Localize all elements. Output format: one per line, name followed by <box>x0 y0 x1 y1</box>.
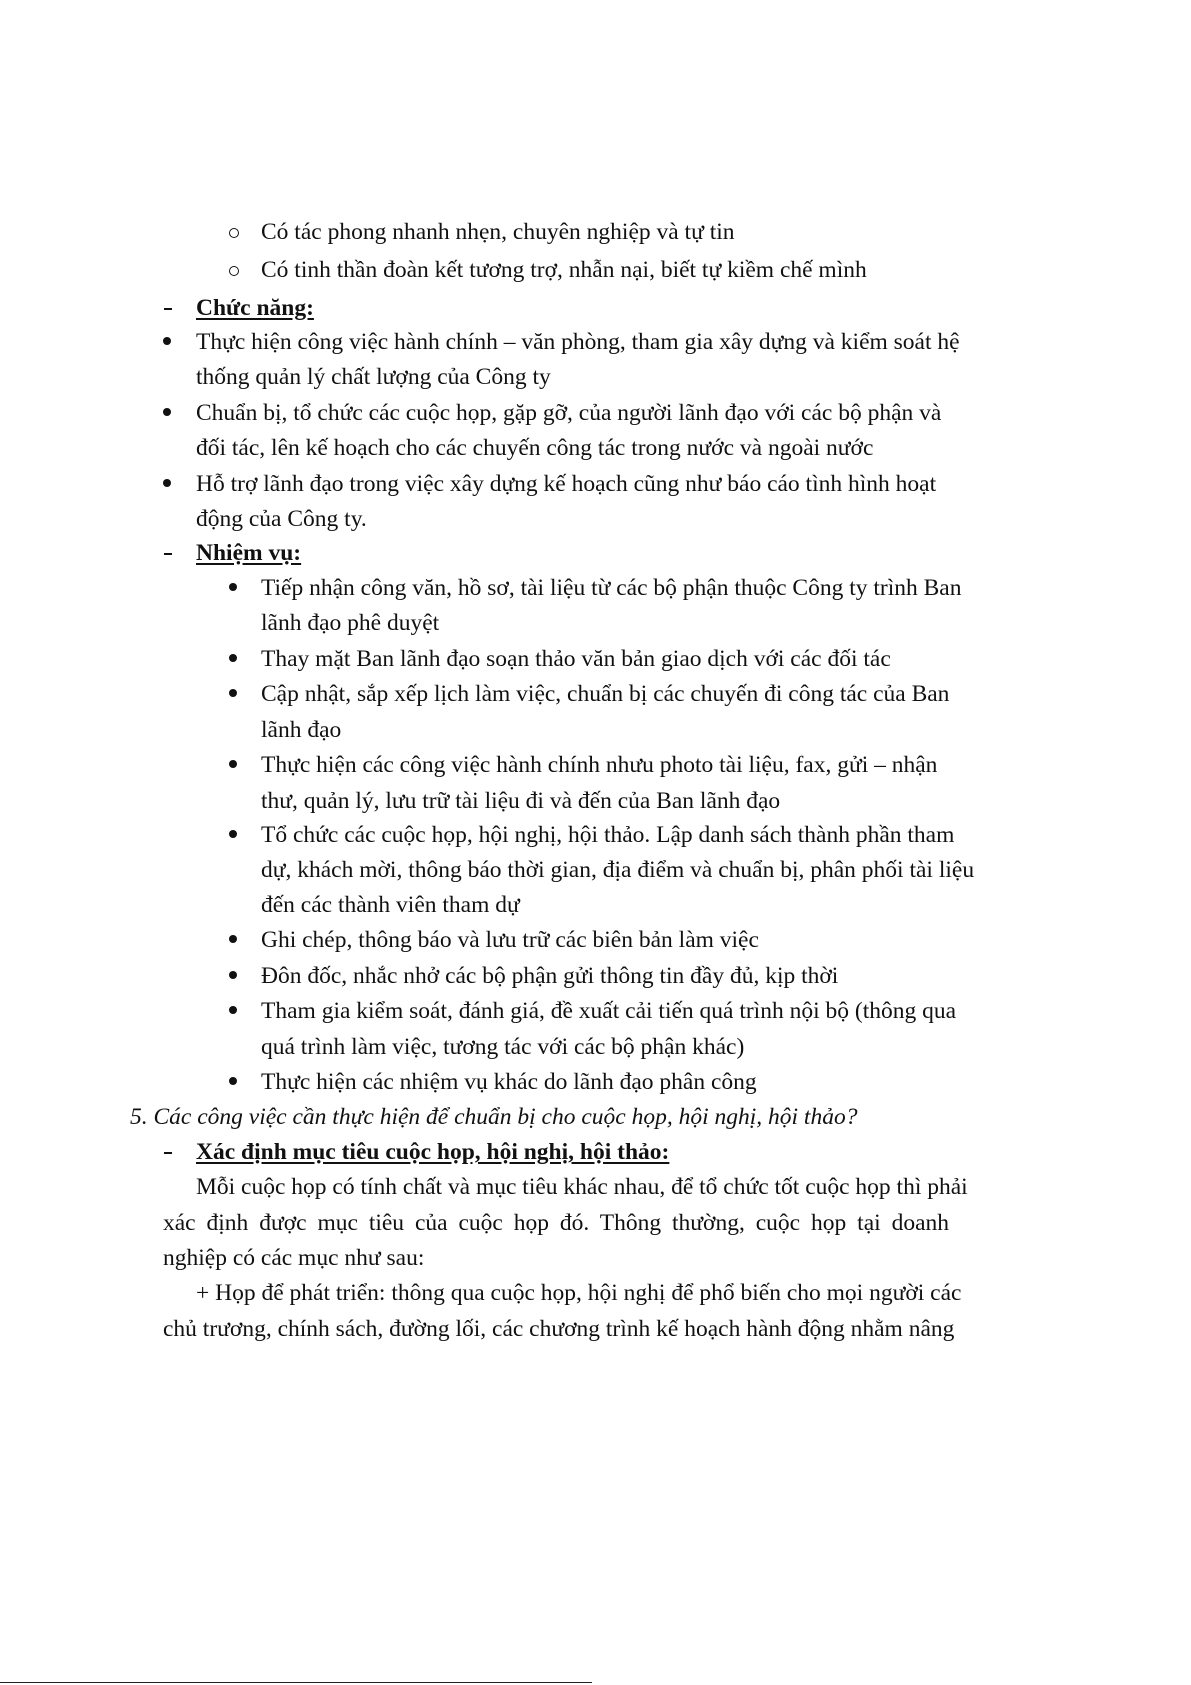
duty-item-line: Thực hiện các nhiệm vụ khác do lãnh đạo phân công <box>261 1069 757 1095</box>
duty-item-line: quá trình làm việc, tương tác với các bộ phận khác) <box>261 1034 745 1060</box>
function-item-line: Chuẩn bị, tổ chức các cuộc họp, gặp gỡ, của người lãnh đạo với các bộ phận và <box>196 400 942 426</box>
paragraph-line: Mỗi cuộc họp có tính chất và mục tiêu khác nhau, để tổ chức tốt cuộc họp thì phải <box>196 1174 968 1200</box>
duty-item-line: đến các thành viên tham dự <box>261 892 520 918</box>
quality-item: Có tác phong nhanh nhẹn, chuyên nghiệp và tự tin <box>261 219 735 245</box>
bullet-icon <box>229 689 237 697</box>
bullet-icon <box>229 583 237 591</box>
duty-item-line: Tham gia kiểm soát, đánh giá, đề xuất cải tiến quá trình nội bộ (thông qua <box>261 998 957 1024</box>
functions-heading: Chức năng: <box>196 295 314 321</box>
paragraph-line: xác định được mục tiêu của cuộc họp đó. Thông thường, cuộc họp tại doanh <box>163 1210 949 1236</box>
circle-bullet-icon <box>229 266 239 276</box>
paragraph-line: + Họp để phát triển: thông qua cuộc họp, hội nghị để phổ biến cho mọi người các <box>196 1280 962 1306</box>
paragraph-line: nghiệp có các mục như sau: <box>163 1245 425 1271</box>
function-item-line: Hỗ trợ lãnh đạo trong việc xây dựng kế hoạch cũng như báo cáo tình hình hoạt <box>196 471 937 497</box>
dash-bullet-icon <box>164 1152 172 1154</box>
duty-item-line: thư, quản lý, lưu trữ tài liệu đi và đến của Ban lãnh đạo <box>261 788 781 814</box>
bullet-icon <box>229 654 237 662</box>
bullet-icon <box>229 830 237 838</box>
circle-bullet-icon <box>229 228 239 238</box>
duty-item-line: Tổ chức các cuộc họp, hội nghị, hội thảo. Lập danh sách thành phần tham <box>261 822 955 848</box>
duty-item-line: Tiếp nhận công văn, hồ sơ, tài liệu từ các bộ phận thuộc Công ty trình Ban <box>261 575 962 601</box>
duty-item-line: Cập nhật, sắp xếp lịch làm việc, chuẩn bị các chuyến đi công tác của Ban <box>261 681 950 707</box>
function-item-line: thống quản lý chất lượng của Công ty <box>196 364 551 390</box>
duty-item-line: Thực hiện các công việc hành chính nhưu photo tài liệu, fax, gửi – nhận <box>261 752 938 778</box>
function-item-line: đối tác, lên kế hoạch cho các chuyến công tác trong nước và ngoài nước <box>196 435 874 461</box>
dash-bullet-icon <box>164 553 172 555</box>
duty-item-line: Thay mặt Ban lãnh đạo soạn thảo văn bản giao dịch với các đối tác <box>261 646 891 672</box>
bullet-icon <box>163 337 171 345</box>
paragraph-line: chủ trương, chính sách, đường lối, các chương trình kế hoạch hành động nhằm nâng <box>163 1316 955 1342</box>
duty-item-line: lãnh đạo <box>261 717 342 743</box>
question-5-title: 5. Các công việc cần thực hiện để chuẩn bị cho cuộc họp, hội nghị, hội thảo? <box>130 1104 858 1130</box>
dash-bullet-icon <box>164 308 172 310</box>
quality-item: Có tinh thần đoàn kết tương trợ, nhẫn nại, biết tự kiềm chế mình <box>261 257 867 283</box>
bullet-icon <box>229 935 237 943</box>
bullet-icon <box>163 479 171 487</box>
duty-item-line: dự, khách mời, thông báo thời gian, địa điểm và chuẩn bị, phân phối tài liệu <box>261 857 975 883</box>
bullet-icon <box>229 1006 237 1014</box>
bullet-icon <box>229 971 237 979</box>
bullet-icon <box>229 1077 237 1085</box>
duty-item-line: Ghi chép, thông báo và lưu trữ các biên bản làm việc <box>261 927 759 953</box>
bullet-icon <box>229 760 237 768</box>
bullet-icon <box>163 408 171 416</box>
duty-item-line: Đôn đốc, nhắc nhở các bộ phận gửi thông tin đầy đủ, kịp thời <box>261 963 839 989</box>
function-item-line: Thực hiện công việc hành chính – văn phòng, tham gia xây dựng và kiểm soát hệ <box>196 329 960 355</box>
footnote-separator <box>0 1682 592 1683</box>
function-item-line: động của Công ty. <box>196 506 367 532</box>
duties-heading: Nhiệm vụ: <box>196 540 302 566</box>
duty-item-line: lãnh đạo phê duyệt <box>261 610 440 636</box>
meeting-objective-heading: Xác định mục tiêu cuộc họp, hội nghị, hội thảo: <box>196 1139 670 1165</box>
